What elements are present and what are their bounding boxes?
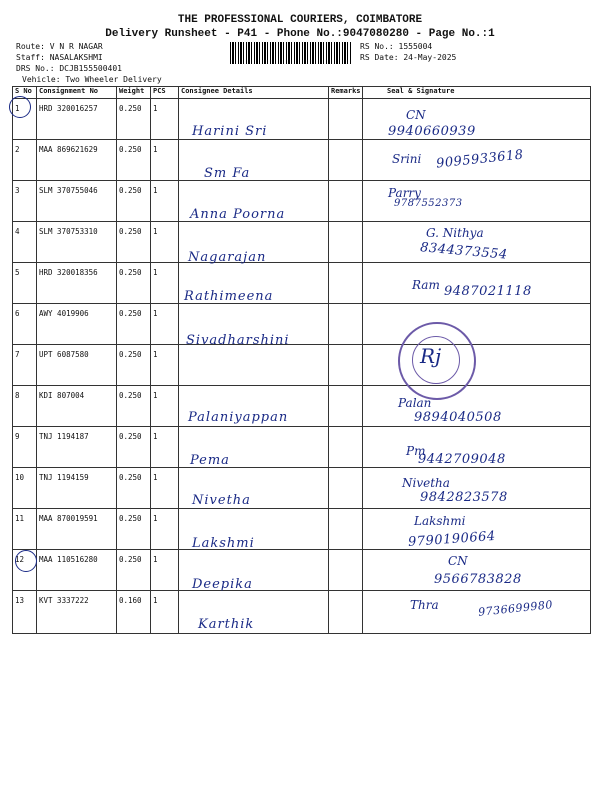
row-consignment: KVT 3337222 [39, 596, 89, 605]
row-consignment: MAA 870019591 [39, 514, 98, 523]
row-sno: 11 [15, 514, 25, 523]
handwritten-phone: 9894040508 [414, 410, 502, 425]
handwritten-phone: 9487021118 [444, 284, 532, 299]
row-weight: 0.250 [119, 473, 142, 482]
row-sno: 5 [15, 268, 20, 277]
row-pcs: 1 [153, 596, 158, 605]
col-header-sno: S No [13, 87, 37, 99]
table-row [13, 304, 591, 345]
row-weight: 0.250 [119, 432, 142, 441]
col-header-consignee: Consignee Details [179, 87, 329, 99]
row-weight: 0.250 [119, 268, 142, 277]
runsheet-subtitle: Delivery Runsheet - P41 - Phone No.:9047080280 - Page No.:1 [105, 28, 495, 40]
row-weight: 0.250 [119, 350, 142, 359]
handwritten-consignee: Rathimeena [184, 289, 274, 304]
table-row [13, 509, 591, 550]
row-consignment: MAA 110516280 [39, 555, 98, 564]
row-weight: 0.250 [119, 145, 142, 154]
handwritten-consignee: Harini Sri [192, 124, 268, 139]
row-weight: 0.250 [119, 186, 142, 195]
col-header-weight: Weight [117, 87, 151, 99]
table-row [13, 386, 591, 427]
row-pcs: 1 [153, 104, 158, 113]
company-title: THE PROFESSIONAL COURIERS, COIMBATORE [177, 14, 423, 26]
handwritten-phone: 8344373554 [419, 240, 509, 263]
row-pcs: 1 [153, 514, 158, 523]
handwritten-consignee: Nagarajan [188, 250, 267, 265]
row-consignment: TNJ 1194159 [39, 473, 89, 482]
handwritten-signature: Nivetha [402, 476, 450, 490]
handwritten-phone: 9736699980 [477, 598, 554, 619]
row-sno: 1 [15, 104, 20, 113]
table-row [13, 99, 591, 140]
row-consignment: UPT 6087580 [39, 350, 89, 359]
col-header-signature: Seal & Signature [363, 87, 591, 99]
row-sno: 4 [15, 227, 20, 236]
barcode-graphic [230, 42, 352, 64]
col-header-consignment: Consignment No [37, 87, 117, 99]
handwritten-signature: CN [448, 554, 468, 568]
row-consignment: KDI 807004 [39, 391, 85, 400]
seal-signature-mark: Rj [420, 344, 442, 368]
delivery-table [12, 86, 591, 634]
row-pcs: 1 [153, 309, 158, 318]
handwritten-consignee: Deepika [192, 577, 253, 592]
row-pcs: 1 [153, 555, 158, 564]
row-sno: 9 [15, 432, 20, 441]
col-header-pcs: PCS [151, 87, 179, 99]
handwritten-consignee: Karthik [198, 617, 255, 632]
handwritten-consignee: Sivadharshini [186, 333, 290, 348]
handwritten-phone: 9787552373 [394, 198, 463, 209]
circle-mark-row-12 [15, 550, 37, 572]
handwritten-signature: CN [406, 108, 426, 122]
handwritten-phone: 9566783828 [434, 572, 522, 587]
row-pcs: 1 [153, 186, 158, 195]
row-weight: 0.250 [119, 227, 142, 236]
row-weight: 0.250 [119, 514, 142, 523]
row-consignment: AWY 4019906 [39, 309, 89, 318]
row-pcs: 1 [153, 145, 158, 154]
handwritten-consignee: Nivetha [192, 493, 251, 508]
handwritten-signature: G. Nithya [426, 226, 484, 240]
company-seal-stamp [398, 322, 476, 400]
handwritten-signature: Srini [392, 152, 422, 166]
handwritten-phone: 9842823578 [420, 490, 508, 505]
handwritten-consignee: Anna Poorna [190, 207, 286, 222]
rs-number: RS No.: 1555004 [360, 42, 433, 51]
row-sno: 3 [15, 186, 20, 195]
vehicle-label: Vehicle: Two Wheeler Delivery [22, 75, 162, 84]
handwritten-consignee: Palaniyappan [188, 410, 289, 425]
row-pcs: 1 [153, 268, 158, 277]
handwritten-signature: Pm [406, 444, 426, 458]
handwritten-consignee: Lakshmi [192, 536, 255, 551]
row-sno: 13 [15, 596, 25, 605]
row-pcs: 1 [153, 473, 158, 482]
handwritten-phone: 9790190664 [407, 528, 497, 551]
row-pcs: 1 [153, 350, 158, 359]
row-pcs: 1 [153, 391, 158, 400]
circle-mark-row-1 [9, 96, 31, 118]
handwritten-consignee: Pema [190, 453, 230, 468]
row-weight: 0.160 [119, 596, 142, 605]
row-weight: 0.250 [119, 555, 142, 564]
table-row [13, 345, 591, 386]
row-consignment: SLM 370755046 [39, 186, 98, 195]
handwritten-consignee: Sm Fa [204, 166, 251, 181]
row-consignment: TNJ 1194187 [39, 432, 89, 441]
row-sno: 2 [15, 145, 20, 154]
handwritten-signature: Thra [410, 598, 439, 612]
handwritten-signature: Ram [412, 278, 440, 292]
rs-date: RS Date: 24-May-2025 [360, 53, 457, 62]
row-consignment: SLM 370753310 [39, 227, 98, 236]
handwritten-signature: Palan [398, 396, 432, 410]
row-weight: 0.250 [119, 391, 142, 400]
row-sno: 12 [15, 555, 25, 564]
row-weight: 0.250 [119, 104, 142, 113]
row-consignment: HRD 320016257 [39, 104, 98, 113]
row-pcs: 1 [153, 432, 158, 441]
handwritten-phone: 9095933618 [435, 147, 525, 172]
staff-label: Staff: NASALAKSHMI [16, 53, 103, 62]
drs-label: DRS No.: DCJB155500401 [16, 64, 122, 73]
handwritten-phone: 9940660939 [388, 124, 476, 139]
row-weight: 0.250 [119, 309, 142, 318]
row-sno: 7 [15, 350, 20, 359]
table-row [13, 181, 591, 222]
row-pcs: 1 [153, 227, 158, 236]
handwritten-phone: 9442709048 [418, 452, 506, 467]
route-label: Route: V N R NAGAR [16, 42, 103, 51]
row-consignment: HRD 320018356 [39, 268, 98, 277]
row-consignment: MAA 869621629 [39, 145, 98, 154]
row-sno: 10 [15, 473, 25, 482]
row-sno: 8 [15, 391, 20, 400]
handwritten-signature: Parry [388, 186, 421, 200]
row-sno: 6 [15, 309, 20, 318]
col-header-remarks: Remarks [329, 87, 363, 99]
handwritten-signature: Lakshmi [414, 514, 466, 528]
table-header-row [13, 87, 591, 99]
